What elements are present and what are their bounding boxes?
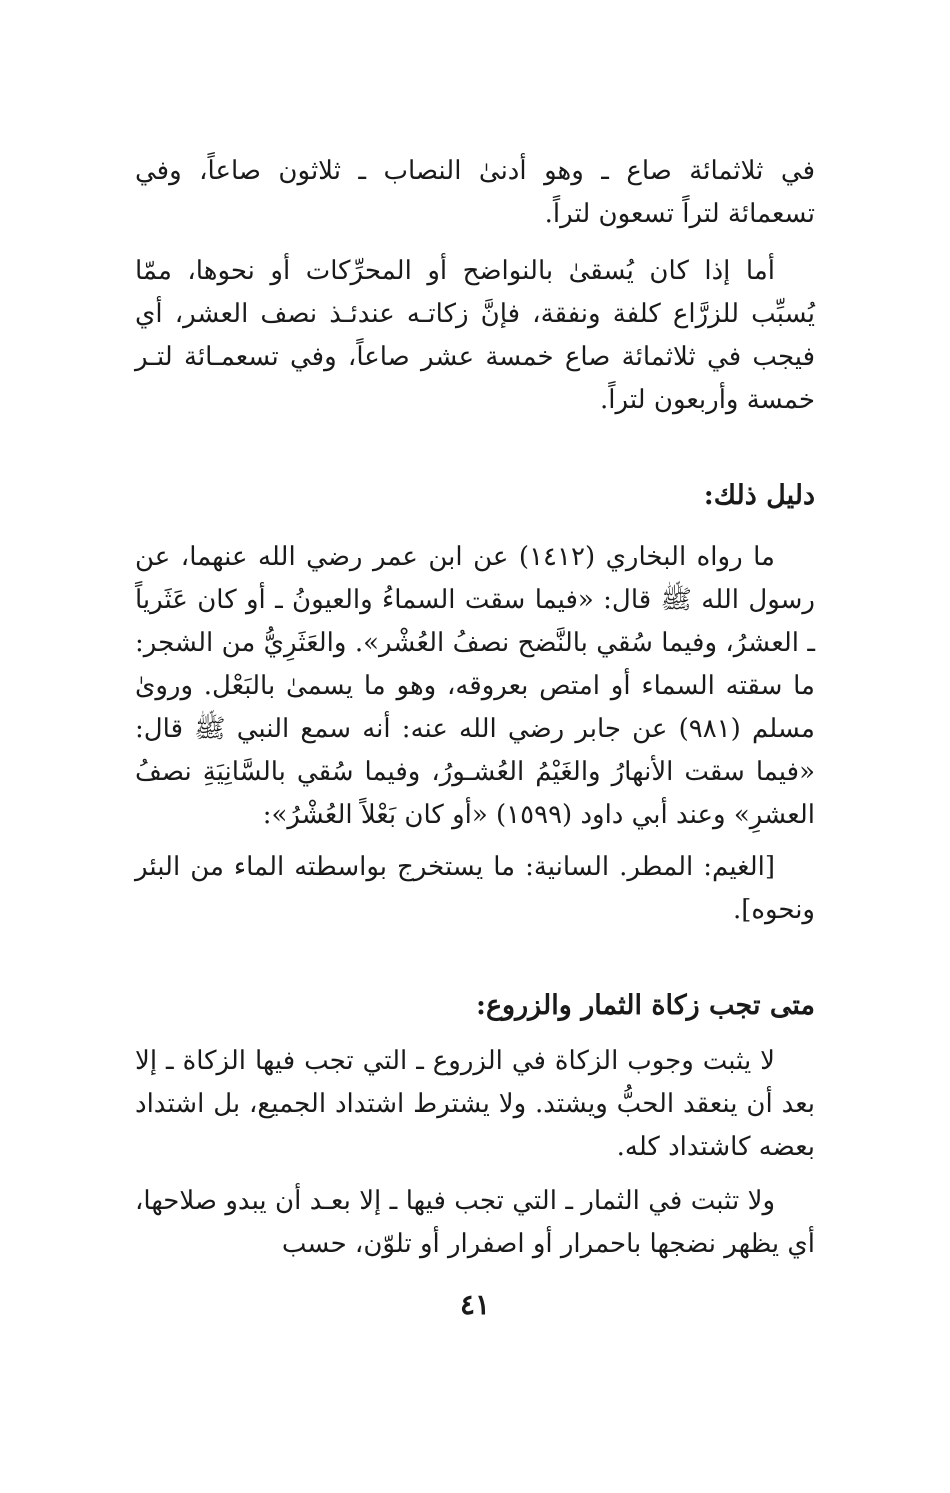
paragraph-fruits-condition: ولا تثبت في الثمار ـ التي تجب فيها ـ إلا بعـد أن يبدو صلاحها، أي يظهر نضجها باحمرار أو اصفرار أو تلوّن، حسب <box>135 1186 815 1259</box>
paragraph-glossary-note: [الغيم: المطر. السانية: ما يستخرج بواسطته الماء من البئر ونحوه]. <box>135 852 815 925</box>
page-number: ٤١ <box>459 1288 491 1321</box>
paragraph-crops-condition: لا يثبت وجوب الزكاة في الزروع ـ التي تجب فيها الزكاة ـ إلا بعد أن ينعقد الحبُّ ويشتد. ولا يشترط اشتداد الجميع، بل اشتداد بعضه كاشتداد كله. <box>135 1046 815 1162</box>
section-heading-evidence: دليل ذلك: <box>703 480 815 511</box>
paragraph-irrigation-half-tenth: أما إذا كان يُسقىٰ بالنواضح أو المحرِّكات أو نحوها، ممّا يُسبِّب للزرَّاع كلفة ونفقة، فإنَّ زكاتـه عندئـذ نصف العشر، أي فيجب في ثلاثمائة صاع خمسة عشر صاعاً، وفي تسعمـائة لتـر خمسة وأربعون لتراً. <box>135 256 815 415</box>
paragraph-harvest-tenth: في ثلاثمائة صاع ـ وهو أدنىٰ النصاب ـ ثلاثون صاعاً، وفي تسعمائة لتراً تسعون لتراً. <box>135 156 815 229</box>
section-heading-when-due: متى تجب زكاة الثمار والزروع: <box>475 990 815 1021</box>
paragraph-hadith-evidence: ما رواه البخاري (١٤١٢) عن ابن عمر رضي الله عنهما، عن رسول الله ﷺ قال: «فيما سقت السماءُ والعيونُ ـ أو كان عَثَرياً ـ العشرُ، وفيما سُقي بالنَّضح نصفُ العُشْر». والعَثَرِيُّ من الشجر: ما سقته السماء أو امتص بعروقه، وهو ما يسمىٰ بالبَعْل. وروىٰ مسلم (٩٨١) عن جابر رضي الله عنه: أنه سمع النبي ﷺ قال: «فيما سقت الأنهارُ والغَيْمُ العُشـورُ، وفيما سُقي بالسَّانِيَةِ نصفُ العشرِ» وعند أبي داود (١٥٩٩) «أو كان بَعْلاً العُشْرُ»: <box>135 542 815 830</box>
